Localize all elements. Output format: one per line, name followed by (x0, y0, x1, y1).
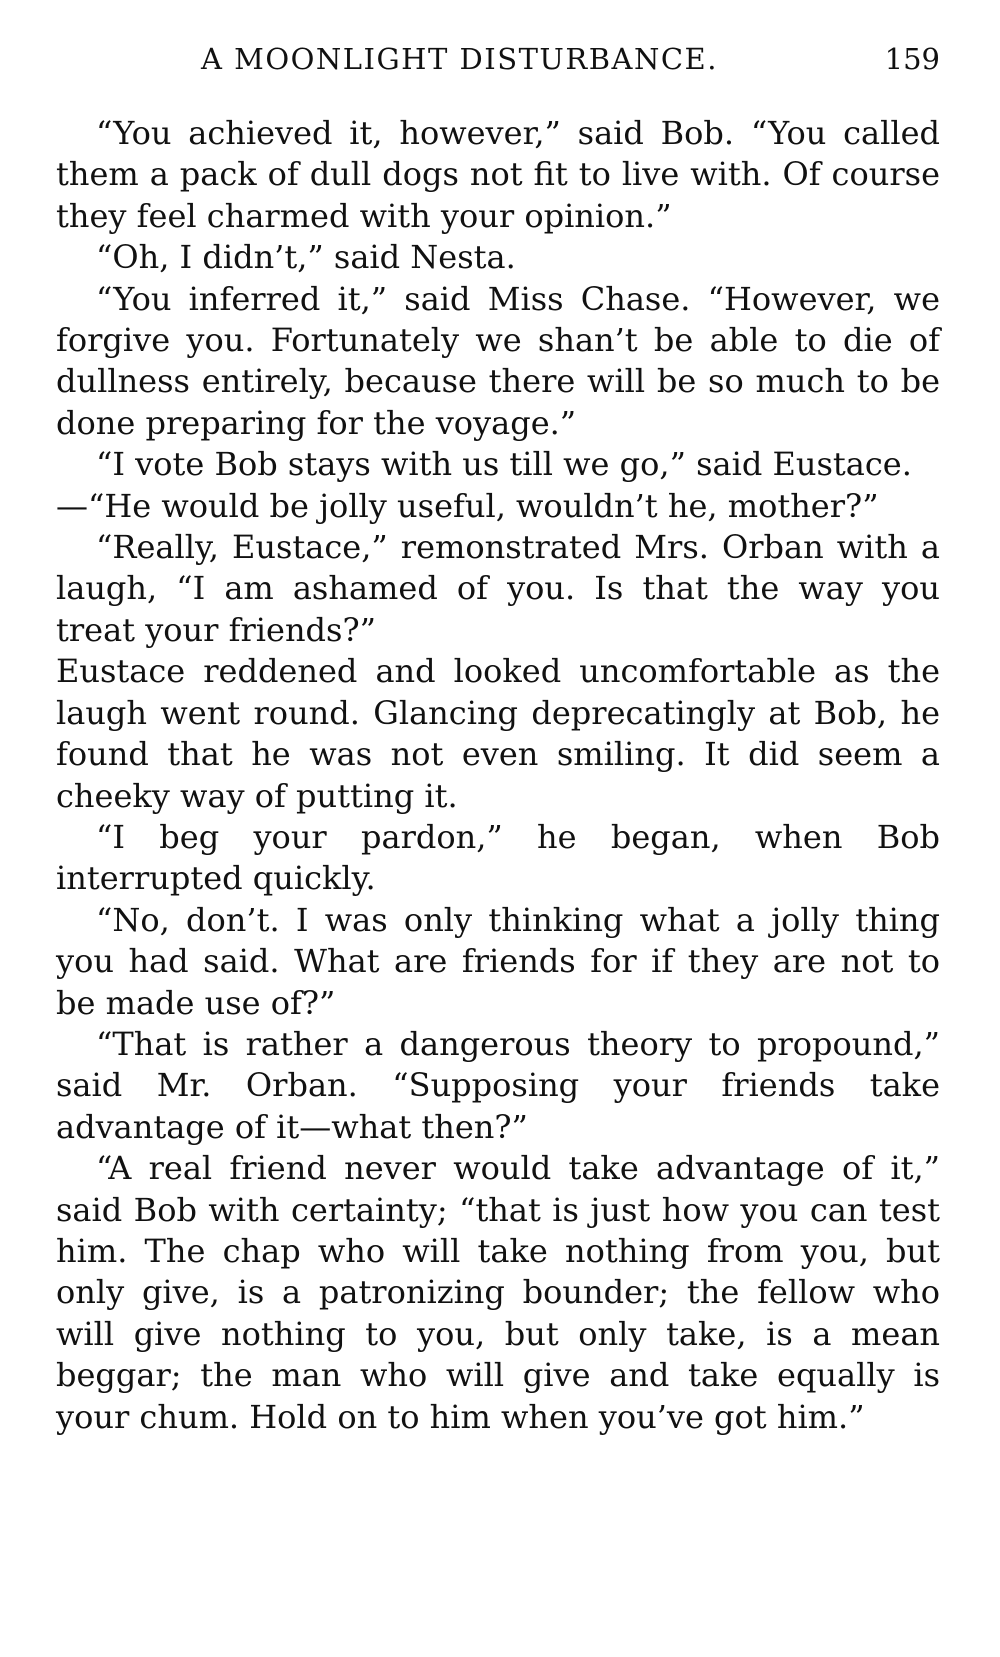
paragraph: Eustace reddened and looked uncomfortable as the laugh went round. Glancing deprecatingly at Bob, he found that he was not even smiling. It did seem a cheeky way of putting it. (56, 652, 940, 815)
paragraph: “Oh, I didn’t,” said Nesta. (96, 238, 516, 277)
paragraph: —“He would be jolly useful, wouldn’t he, mother?” (56, 486, 879, 525)
paragraph: “A real friend never would take advantage of it,” said Bob with certainty; “that is just how you can test him. The chap who will take nothing from you, but only give, is a patronizing bounder; the fellow who will give nothing to you, but only take, is a mean beggar; the man who will give and take equally is your chum. Hold on to him when you’ve got him.” (56, 1149, 940, 1436)
paragraph: “Really, Eustace,” remonstrated Mrs. Orban with a laugh, “I am ashamed of you. Is that the way you treat your friends?” (56, 528, 940, 649)
paragraph: “That is rather a dangerous theory to propound,” said Mr. Orban. “Supposing your friends take advantage of it—what then?” (56, 1024, 940, 1146)
paragraph: “You achieved it, however,” said Bob. “You called them a pack of dull dogs not fit to live with. Of course they feel charmed with your opinion.” (56, 114, 940, 235)
paragraph: “No, don’t. I was only thinking what a jolly thing you had said. What are friends for if they are not to be made use of?” (56, 900, 940, 1022)
running-head (56, 42, 940, 86)
body-text (56, 113, 940, 1438)
chapter-title: A MOONLIGHT DISTURBANCE. (201, 42, 718, 76)
book-page (56, 42, 940, 1438)
page-number: 159 (884, 42, 940, 76)
paragraph: “I beg your pardon,” he began, when Bob interrupted quickly. (56, 817, 940, 898)
paragraph: “You inferred it,” said Miss Chase. “However, we forgive you. Fortunately we shan’t be able to die of dullness entirely, because there will be so much to be done preparing for the voyage.” (56, 279, 940, 442)
paragraph: “I vote Bob stays with us till we go,” said Eustace. (96, 445, 912, 484)
